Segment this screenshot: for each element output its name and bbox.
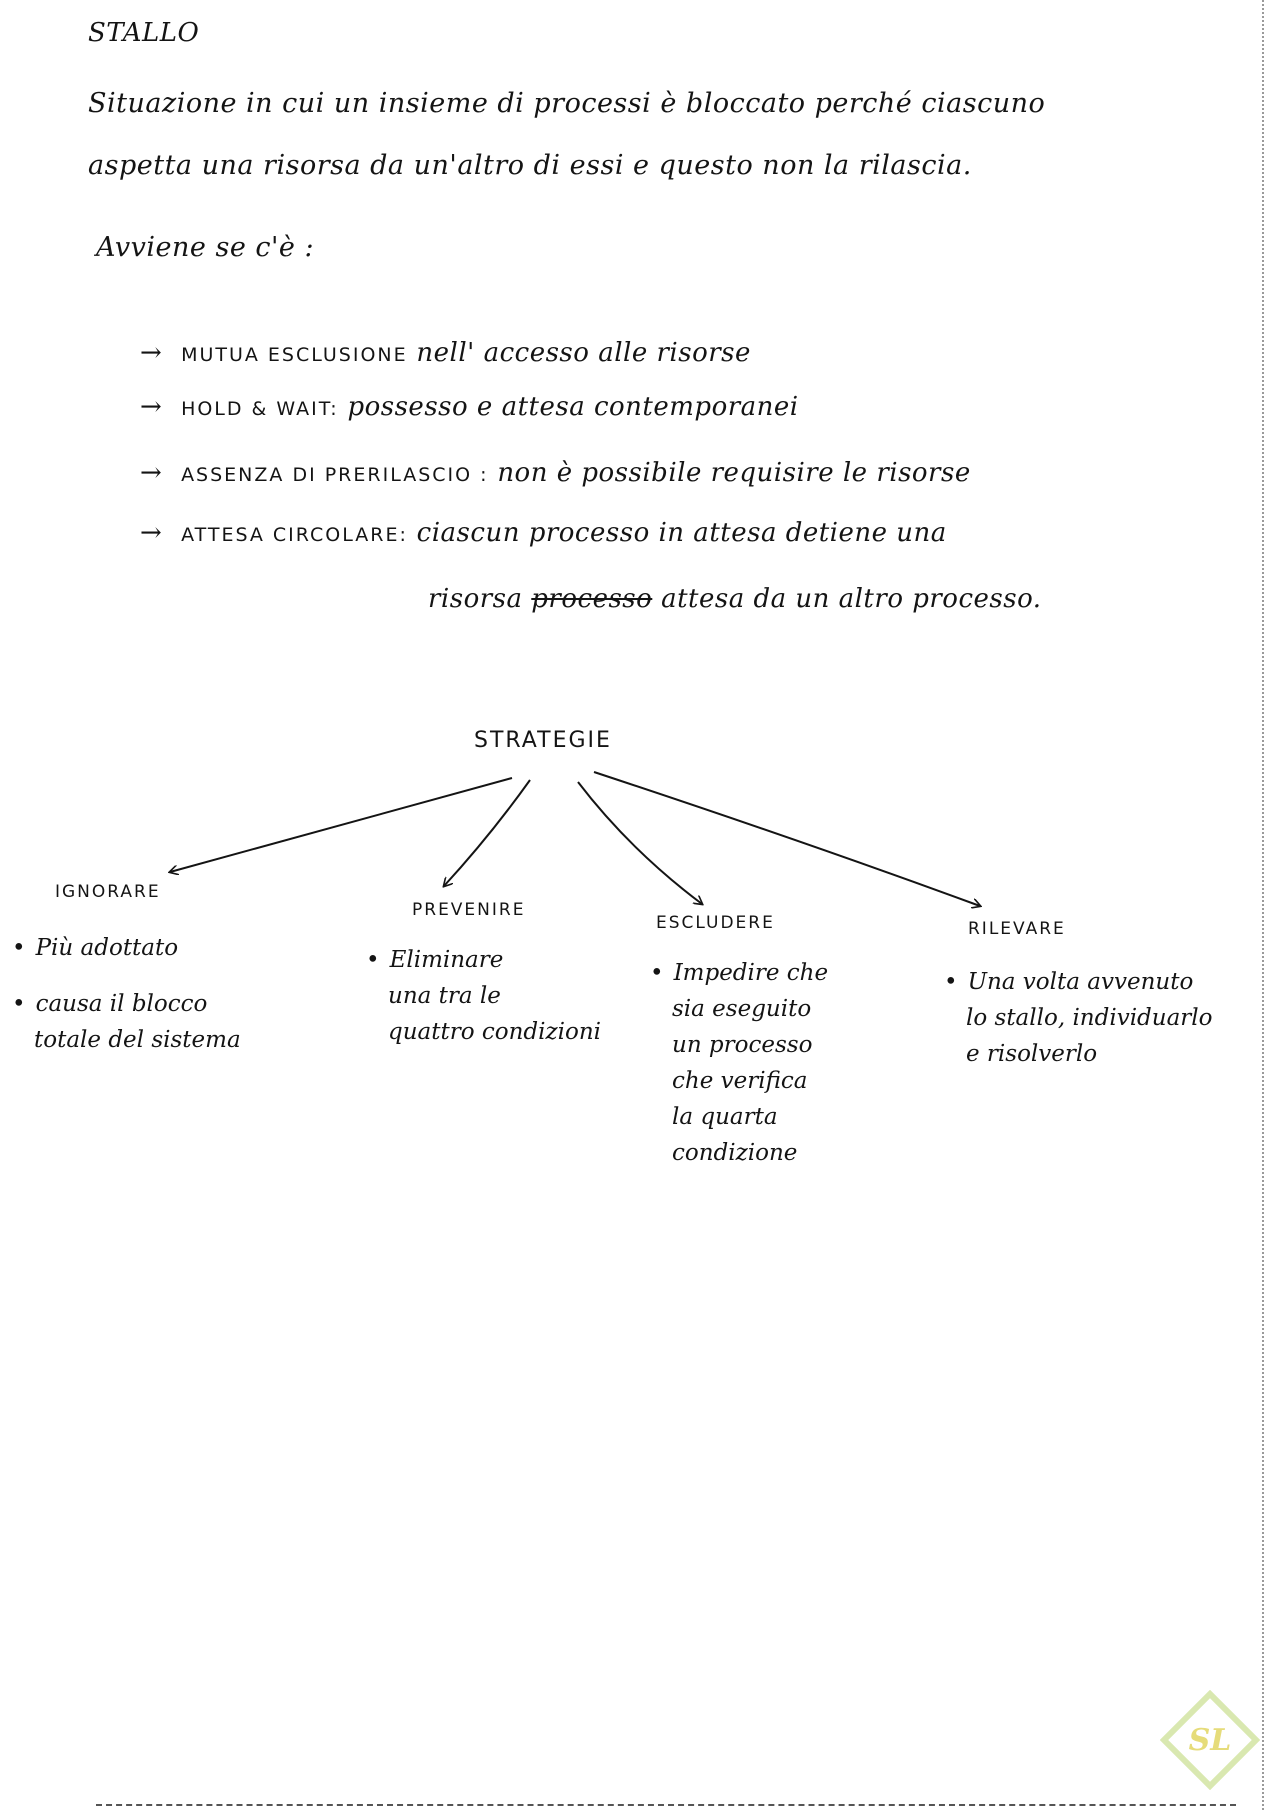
strategy-rilevare: RILEVARE: [968, 919, 1066, 939]
arrow-right-icon: →: [140, 458, 163, 488]
right-page-edge: [1262, 0, 1264, 1810]
ignorare-note-2: [12, 986, 241, 1058]
condition-label: HOLD & WAIT:: [181, 398, 339, 420]
ignorare-note-1: [12, 930, 178, 966]
arrow-to-ignorare: [170, 778, 512, 872]
note-line: e risolverlo: [966, 1041, 1098, 1067]
occurs-intro: Avviene se c'è :: [96, 232, 315, 263]
arrow-to-escludere: [578, 782, 702, 904]
note-line: la quarta: [672, 1104, 778, 1130]
watermark-text: SL: [1188, 1723, 1232, 1758]
bullet-icon: •: [12, 935, 26, 961]
bullet-icon: •: [12, 991, 26, 1017]
escludere-note: [650, 955, 828, 1171]
bullet-icon: •: [366, 947, 380, 973]
note-line: Impedire che: [673, 960, 829, 986]
struck-word: processo: [531, 584, 653, 614]
bullet-icon: •: [944, 969, 958, 995]
diagram-root: STRATEGIE: [474, 728, 612, 753]
watermark-logo: [1160, 1690, 1260, 1790]
note-line: causa il blocco: [35, 991, 208, 1017]
note-line: Una volta avvenuto: [967, 969, 1194, 995]
note-line: una tra le: [388, 983, 501, 1009]
arrow-right-icon: →: [140, 338, 163, 368]
note-line: sia eseguito: [672, 996, 812, 1022]
condition-label: ASSENZA DI PRERILASCIO :: [181, 464, 489, 486]
condition-text: possesso e attesa contemporanei: [347, 392, 799, 422]
note-line: condizione: [672, 1140, 798, 1166]
strategy-escludere: ESCLUDERE: [656, 913, 775, 933]
continuation-end: attesa da un altro processo.: [661, 584, 1042, 614]
note-line: Eliminare: [389, 947, 504, 973]
bullet-icon: •: [650, 960, 664, 986]
note-line: che verifica: [672, 1068, 808, 1094]
arrow-to-rilevare: [594, 772, 980, 906]
condition-label: MUTUA ESCLUSIONE: [181, 344, 408, 366]
condition-label: ATTESA CIRCOLARE:: [181, 524, 408, 546]
arrow-right-icon: →: [140, 392, 163, 422]
strategy-prevenire: PREVENIRE: [412, 900, 526, 920]
arrow-to-prevenire: [444, 780, 530, 886]
arrow-right-icon: →: [140, 518, 163, 548]
bottom-rule: [96, 1804, 1236, 1806]
note-line: Più adottato: [35, 935, 179, 961]
continuation-start: risorsa: [428, 584, 523, 614]
page-title: STALLO: [88, 18, 200, 48]
prevenire-note: [366, 942, 601, 1050]
condition-text: ciascun processo in attesa detiene una: [416, 518, 947, 548]
rilevare-note: [944, 964, 1213, 1072]
definition-line-1: Situazione in cui un insieme di processi è bloccato perché ciascuno: [88, 88, 1046, 119]
note-line: totale del sistema: [34, 1027, 241, 1053]
note-line: quattro condizioni: [388, 1019, 601, 1045]
condition-text: non è possibile requisire le risorse: [497, 458, 971, 488]
note-line: un processo: [672, 1032, 813, 1058]
strategy-ignorare: IGNORARE: [55, 882, 161, 902]
definition-line-2: aspetta una risorsa da un'altro di essi e questo non la rilascia.: [88, 150, 972, 181]
note-line: lo stallo, individuarlo: [966, 1005, 1213, 1031]
condition-text: nell' accesso alle risorse: [416, 338, 751, 368]
